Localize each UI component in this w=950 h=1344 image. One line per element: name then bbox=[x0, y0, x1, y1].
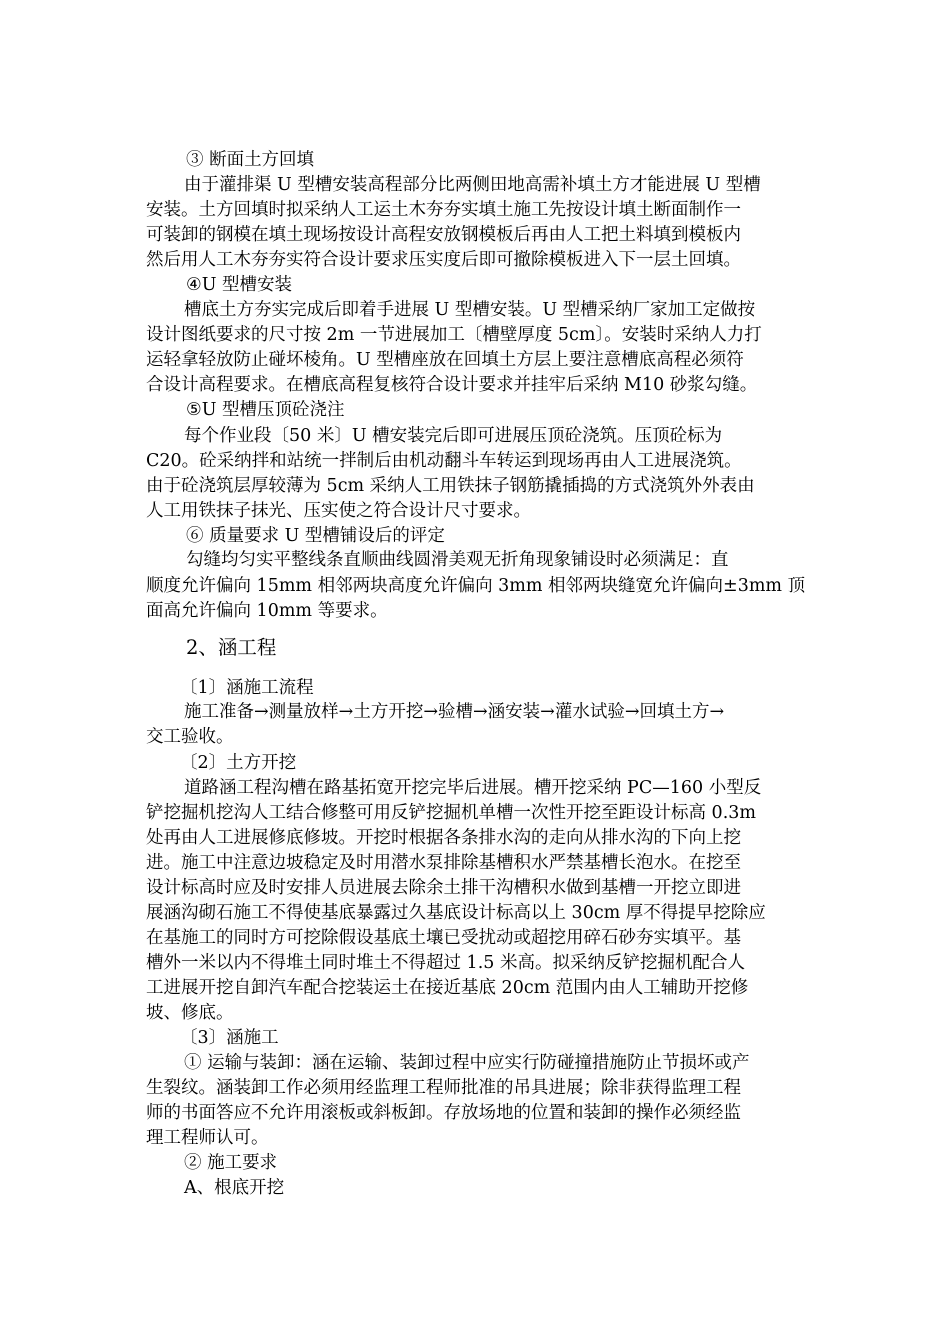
subheading-culvert-flow: 〔1〕涵施工流程 bbox=[180, 678, 314, 698]
subheading-section-fill: ③ 断面土方回填 bbox=[186, 150, 315, 170]
subheading-requirements: ② 施工要求 bbox=[184, 1153, 278, 1173]
paragraph-line: 然后用人工木夯夯实符合设计要求压实度后即可撤除模板进入下一层土回填。 bbox=[146, 250, 741, 270]
paragraph-line: 设计标高时应及时安排人员进展去除余土排干沟槽积水做到基槽一开挖立即进 bbox=[146, 878, 741, 898]
paragraph-line: 在基施工的同时方可挖除假设基底土壤已受扰动或超挖用碎石砂夯实填平。基 bbox=[146, 928, 741, 948]
paragraph-line: 可装卸的钢模在填土现场按设计高程安放钢模板后再由人工把土料填到模板内 bbox=[146, 225, 741, 245]
subheading-culvert-construction: 〔3〕涵施工 bbox=[180, 1028, 279, 1048]
paragraph-line: 展涵沟砌石施工不得使基底暴露过久基底设计标高以上 30cm 厚不得提早挖除应 bbox=[146, 903, 766, 923]
paragraph-line: 工进展开挖自卸汽车配合挖装运土在接近基底 20cm 范围内由人工辅助开挖修 bbox=[146, 978, 749, 998]
paragraph-line: 施工准备→测量放样→土方开挖→验槽→涵安装→灌水试验→回填土方→ bbox=[184, 702, 725, 722]
paragraph-line: 铲挖掘机挖沟人工结合修整可用反铲挖掘机单槽一次性开挖至距设计标高 0.3m bbox=[146, 803, 756, 823]
paragraph-line: 由于灌排渠 U 型槽安装高程部分比两侧田地高需补填土方才能进展 U 型槽 bbox=[184, 175, 761, 195]
paragraph-line: 勾缝均匀实平整线条直顺曲线圆滑美观无折角现象铺设时必须满足：直 bbox=[186, 550, 729, 570]
paragraph-line: 运轻拿轻放防止碰坏棱角。U 型槽座放在回填土方层上要注意槽底高程必须符 bbox=[146, 350, 744, 370]
subheading-earthwork: 〔2〕土方开挖 bbox=[180, 753, 297, 773]
paragraph-line: 每个作业段〔50 米〕U 槽安装完后即可进展压顶砼浇筑。压顶砼标为 bbox=[184, 426, 723, 446]
paragraph-line: 道路涵工程沟槽在路基拓宽开挖完毕后进展。槽开挖采纳 PC—160 小型反 bbox=[184, 778, 762, 798]
subheading-u-trough-install: ④U 型槽安装 bbox=[186, 275, 292, 295]
paragraph-line: 安装。土方回填时拟采纳人工运土木夯夯实填土施工先按设计填土断面制作一 bbox=[146, 200, 741, 220]
paragraph-line: 交工验收。 bbox=[146, 727, 234, 747]
paragraph-line: 人工用铁抹子抹光、压实使之符合设计尺寸要求。 bbox=[146, 501, 531, 521]
subheading-foundation-excavation: A、根底开挖 bbox=[184, 1178, 285, 1198]
paragraph-line: 处再由人工进展修底修坡。开挖时根据各条排水沟的走向从排水沟的下向上挖 bbox=[146, 828, 741, 848]
paragraph-line: 顺度允许偏向 15mm 相邻两块高度允许偏向 3mm 相邻两块缝宽允许偏向±3mm 顶 bbox=[146, 576, 806, 596]
paragraph-line: 生裂纹。涵装卸工作必须用经监理工程师批准的吊具进展；除非获得监理工程 bbox=[146, 1078, 741, 1098]
paragraph-line: ① 运输与装卸：涵在运输、装卸过程中应实行防碰撞措施防止节损坏或产 bbox=[184, 1053, 750, 1073]
paragraph-line: 师的书面答应不允许用滚板或斜板卸。存放场地的位置和装卸的操作必须经监 bbox=[146, 1103, 741, 1123]
paragraph-line: 合设计高程要求。在槽底高程复核符合设计要求并挂牢后采纳 M10 砂浆勾缝。 bbox=[146, 375, 758, 395]
subheading-quality: ⑥ 质量要求 U 型槽铺设后的评定 bbox=[186, 526, 445, 546]
subheading-coping-pour: ⑤U 型槽压顶砼浇注 bbox=[186, 400, 345, 420]
paragraph-line: 坡、修底。 bbox=[146, 1003, 234, 1023]
paragraph-line: 面高允许偏向 10mm 等要求。 bbox=[146, 601, 388, 621]
paragraph-line: 槽外一米以内不得堆土同时堆土不得超过 1.5 米高。拟采纳反铲挖掘机配合人 bbox=[146, 953, 745, 973]
paragraph-line: 设计图纸要求的尺寸按 2m 一节进展加工〔槽壁厚度 5cm〕。安装时采纳人力打 bbox=[146, 325, 762, 345]
paragraph-line: 进。施工中注意边坡稳定及时用潜水泵排除基槽积水严禁基槽长泡水。在挖至 bbox=[146, 853, 741, 873]
paragraph-line: C20。砼采纳拌和站统一拌制后由机动翻斗车转运到现场再由人工进展浇筑。 bbox=[146, 451, 742, 471]
section-heading-culvert: 2、涵工程 bbox=[186, 636, 277, 659]
paragraph-line: 理工程师认可。 bbox=[146, 1128, 269, 1148]
paragraph-line: 槽底土方夯实完成后即着手进展 U 型槽安装。U 型槽采纳厂家加工定做按 bbox=[184, 300, 756, 320]
paragraph-line: 由于砼浇筑层厚较薄为 5cm 采纳人工用铁抹子钢筋撬插捣的方式浇筑外外表由 bbox=[146, 476, 755, 496]
